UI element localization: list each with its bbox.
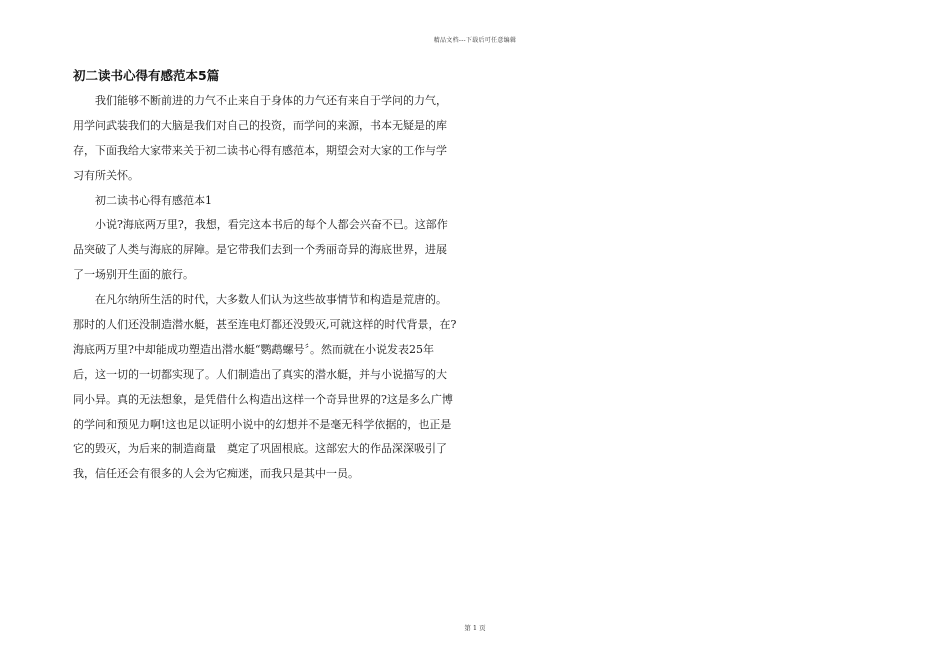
text-line: 初二读书心得有感范本1 [95, 193, 212, 207]
text-line: 存，下面我给大家带来关于初二读书心得有感范本，期望会对大家的工作与学 [73, 143, 447, 157]
text-line: 同小异。真的无法想象，是凭借什么构造出这样一个奇异世界的?这是多么广博 [73, 392, 453, 406]
document-body [73, 89, 465, 487]
text-line: 我，信任还会有很多的人会为它痴迷，而我只是其中一员。 [73, 467, 359, 481]
text-line: 它的毁灭，为后来的制造商量 奠定了巩固根底。这部宏大的作品深深吸引了 [73, 442, 447, 456]
text-line: 海底两万里?中却能成功塑造出潜水艇“鹦鹉螺号〞。然而就在小说发表25年 [73, 342, 435, 356]
text-line: 品突破了人类与海底的屏障。是它带我们去到一个秀丽奇异的海底世界，进展 [73, 243, 447, 257]
text-line: 我们能够不断前进的力气不止来自于身体的力气还有来自于学问的力气， [95, 94, 447, 107]
page-footer: 第 1 页 [464, 624, 486, 632]
text-line: 小说?海底两万里?，我想，看完这本书后的每个人都会兴奋不已。这部作 [95, 218, 448, 232]
page-header: 精品文档---下载后可任意编辑 [433, 37, 517, 44]
text-line: 在凡尔纳所生活的时代，大多数人们认为这些故事情节和构造是荒唐的。 [95, 293, 447, 307]
text-line: 习有所关怀。 [73, 168, 139, 182]
text-line: 的学问和预见力啊!这也足以证明小说中的幻想并不是毫无科学依据的，也正是 [73, 417, 452, 431]
text-line: 了一场别开生面的旅行。 [73, 268, 194, 282]
text-line: 后，这一切的一切都实现了。人们制造出了真实的潜水艇，并与小说描写的大 [73, 367, 447, 381]
document-title: 初二读书心得有感范本5篇 [73, 68, 220, 83]
text-line: 用学问武装我们的大脑是我们对自己的投资，而学问的来源，书本无疑是的库 [73, 118, 447, 132]
text-line: 那时的人们还没制造潜水艇，甚至连电灯都还没毁灭,可就这样的时代背景，在? [73, 318, 457, 332]
